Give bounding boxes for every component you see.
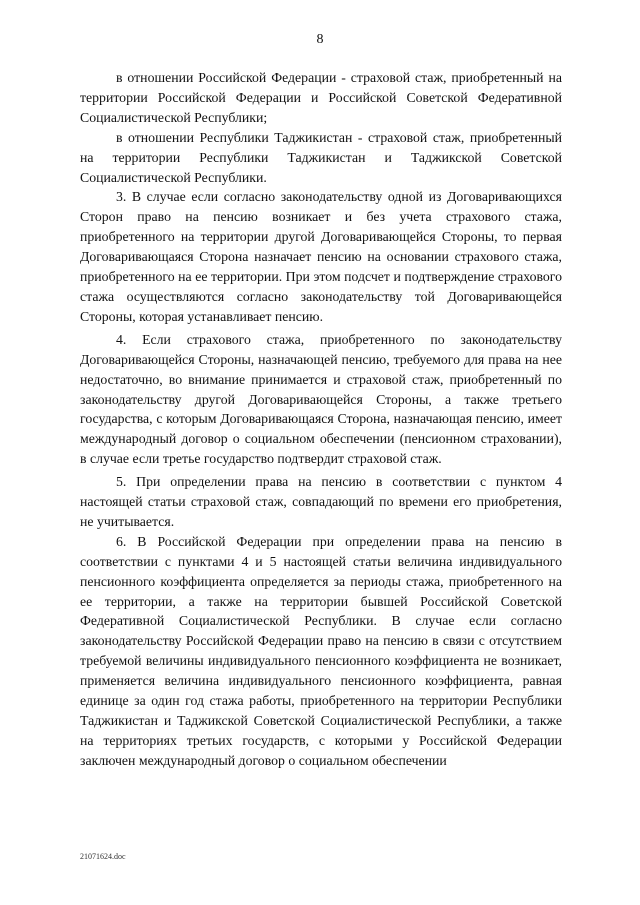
- paragraph-russia-stazh: в отношении Российской Федерации - страховой стаж, приобретенный на территории Российской Федерации и Российской Советской Федеративной Социалистической Республики;: [80, 70, 562, 125]
- paragraph-clause-5: 5. При определении права на пенсию в соответствии с пунктом 4 настоящей статьи страховой стаж, совпадающий по времени его приобретения, не учитывается.: [80, 474, 562, 529]
- document-filename: 21071624.doc: [80, 852, 126, 861]
- document-body: [80, 68, 562, 771]
- paragraph-clause-4: 4. Если страхового стажа, приобретенного по законодательству Договаривающейся Стороны, назначающей пенсию, требуемого для права на нее недостаточно, во внимание принимается и страховой стаж, приобретенный по законодательству другой Договаривающейся Стороны, а также третьего государства, с которым Договаривающаяся Сторона, назначающая пенсию, имеет международный договор о социальном обеспечении (пенсионном страховании), в случае если третье государство подтвердит страховой стаж.: [80, 331, 562, 467]
- paragraph-clause-3: 3. В случае если согласно законодательству одной из Договаривающихся Сторон право на пенсию возникает и без учета страхового стажа, приобретенного на территории другой Договаривающейся Стороны, то первая Договаривающаяся Сторона назначает пенсию на основании страхового стажа, приобретенного на ее территории. При этом подсчет и подтверждение страхового стажа осуществляются согласно законодательству той Договаривающейся Стороны, которая устанавливает пенсию.: [80, 189, 562, 324]
- paragraph-tajikistan-stazh: в отношении Республики Таджикистан - страховой стаж, приобретенный на территории Республики Таджикистан и Таджикской Советской Социалистической Республики.: [80, 129, 562, 185]
- page-number: 8: [316, 32, 324, 47]
- paragraph-clause-6: 6. В Российской Федерации при определении права на пенсию в соответствии с пунктами 4 и 5 настоящей статьи величина индивидуального пенсионного коэффициента определяется за периоды стажа, приобретенного на ее территории, а также на территории бывшей Российской Советской Федеративной Социалистической Республики. В случае если согласно законодательству Российской Федерации право на пенсию в связи с отсутствием требуемой величины индивидуального пенсионного коэффициента не возникает, применяется величина индивидуального пенсионного коэффициента, равная единице за один год стажа работы, приобретенного на территории Республики Таджикистан и Таджикской Советской Социалистической Республики, а также на территориях третьих государств, с которыми у Российской Федерации заключен международный договор о социальном обеспечении: [80, 533, 562, 768]
